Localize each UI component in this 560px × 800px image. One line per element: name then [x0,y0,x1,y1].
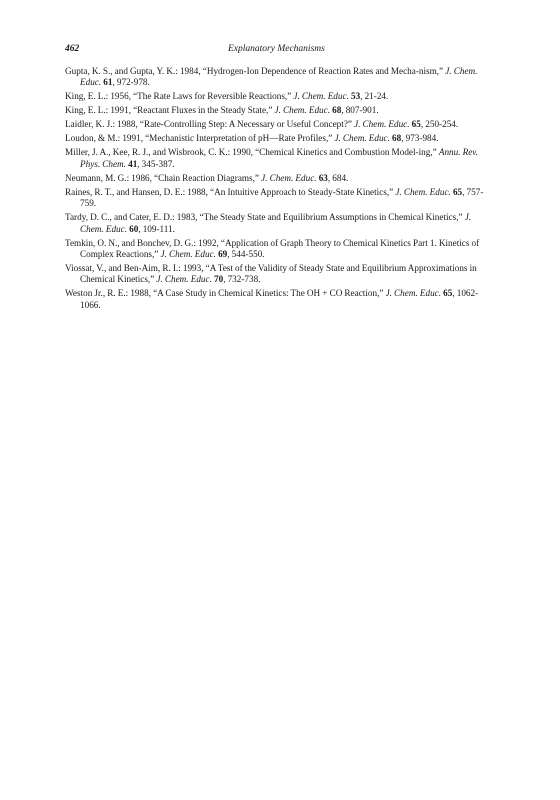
page-range: , 109-111. [138,223,175,234]
page-range: , 732-738. [223,274,261,285]
volume-number: 65 [443,288,453,299]
volume-number: 41 [128,158,138,169]
reference-entry [65,173,495,184]
reference-text: Viossat, V., and Ben-Aim, R. I.: 1993, “A Test of the Validity of Steady State and Equilibrium Approximations in Chemical Kinetics,” [65,263,477,285]
volume-number: 70 [214,274,224,285]
reference-entry [65,105,495,116]
page-range: , 250-254. [420,119,459,130]
reference-entry [65,263,495,286]
reference-text: Neumann, M. G.: 1986, “Chain Reaction Diagrams,” [65,172,262,183]
journal-name: Annu. Rev. Phys. Chem. [80,147,478,169]
reference-entry [65,91,495,102]
journal-name: J. Chem. Educ. [293,91,349,102]
reference-entry [65,238,495,261]
page-range: , 757-759. [80,186,484,209]
reference-text: Weston Jr., R. E.: 1988, “A Case Study in Chemical Kinetics: The OH + CO Reaction,” [65,288,386,299]
page-range: , 544-550. [227,249,265,260]
page-range: , 21-24. [360,91,389,102]
reference-text: Raines, R. T., and Hansen, D. E.: 1988, “An Intuitive Approach to Steady-State Kinetics,” [65,186,396,197]
journal-name: J. Chem. Educ. [156,274,212,285]
page-range: , 972-978. [112,77,150,88]
page-range: , 973-984. [401,133,439,144]
page-number: 462 [65,44,80,54]
reference-list [65,66,495,314]
journal-name: J. Chem. Educ. [274,105,331,116]
reference-text: King, E. L.: 1991, “Reactant Fluxes in the Steady State,” [65,105,275,116]
reference-entry [65,147,495,170]
reference-text: Temkin, O. N., and Bonchev, D. G.: 1992, “Application of Graph Theory to Chemical Kinetics Part 1. Kinetics of Complex Reactions,” [65,237,480,260]
page-range: , 1062-1066. [80,288,479,310]
reference-text: King, E. L.: 1956, “The Rate Laws for Reversible Reactions,” [65,91,294,102]
journal-name: J. Chem. Educ. [334,133,390,144]
journal-name: J. Chem. Educ. [80,212,472,234]
journal-name: J. Chem. Educ. [261,172,317,183]
volume-number: 60 [129,223,139,234]
reference-text: Loudon, & M.: 1991, “Mechanistic Interpretation of pH—Rate Profiles,” [65,133,335,144]
reference-text: Laidler, K. J.: 1988, “Rate-Controlling Step: A Necessary or Useful Concept?” [65,119,355,130]
page-range: , 684. [327,172,349,183]
reference-entry [65,119,495,130]
volume-number: 65 [411,119,421,130]
volume-number: 69 [218,249,228,260]
journal-name: J. Chem. Educ. [354,119,410,130]
reference-entry [65,66,495,89]
running-title: Explanatory Mechanisms [228,44,325,54]
reference-entry [65,187,495,210]
reference-entry [65,288,495,311]
journal-name: J. Chem. Educ. [385,288,442,299]
reference-entry [65,133,495,144]
reference-text: Miller, J. A., Kee, R. J., and Wisbrook, C. K.: 1990, “Chemical Kinetics and Combustion Model-ing,” [65,147,439,158]
volume-number: 53 [350,91,361,102]
page-range: , 807-901. [341,105,379,116]
reference-text: Tardy, D. C., and Cater, E. D.: 1983, “The Steady State and Equilibrium Assumptions in Chemical Kinetics,” [65,212,465,223]
journal-name: J. Chem. Educ. [160,249,216,260]
reference-entry [65,212,495,235]
journal-name: J. Chem. Educ. [395,186,451,197]
page-range: , 345-387. [137,158,175,169]
volume-number: 63 [318,172,328,183]
running-head [65,44,485,60]
volume-number: 61 [103,77,113,88]
volume-number: 68 [332,105,342,116]
volume-number: 65 [452,186,463,197]
volume-number: 68 [392,133,402,144]
reference-text: Gupta, K. S., and Gupta, Y. K.: 1984, “Hydrogen-Ion Dependence of Reaction Rates and Mecha-nism,” [65,66,446,76]
journal-name: J. Chem. Educ. [80,66,478,88]
